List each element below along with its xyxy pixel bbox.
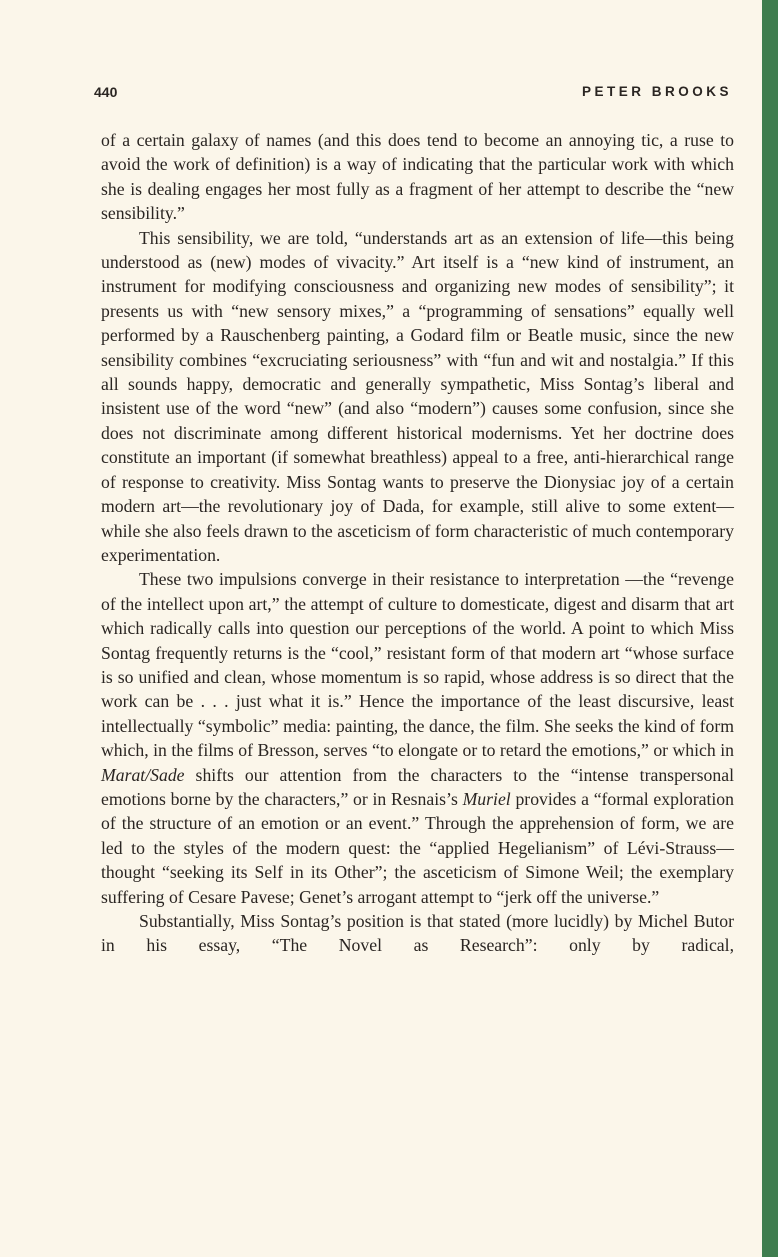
running-head: PETER BROOKS xyxy=(581,84,732,99)
page-header xyxy=(94,84,732,108)
paragraph-3-part-1: These two impulsions converge in their resistance to interpretation —the “revenge of the intellect upon art,” the attempt of culture to domesticate, digest and disarm that art which radically calls into question our perceptions of the world. A point to which Miss Sontag frequently returns is the “cool,” resistant form of that modern art “whose surface is so unified and clean, whose momentum is so rapid, whose address is so direct that the work can be . . . just what it is.” Hence the importance of the least discursive, least intellectually “symbolic” media: painting, the dance, the film. She seeks the kind of form which, in the films of Bresson, serves “to elongate or to retard the emotions,” or which in xyxy=(101,569,734,761)
paragraph-4: Substantially, Miss Sontag’s position is that stated (more lucidly) by Michel Butor in his essay, “The Novel as Research”: only by radical, xyxy=(101,911,734,956)
paragraph-3-part-2: shifts our attention from the characters to the “intense transpersonal emotions borne by the characters,” or in Resnais’s xyxy=(101,764,734,809)
title-marat-sade: Marat/Sade xyxy=(101,764,185,785)
paragraph-3-part-3: provides a “formal exploration of the structure of an emotion or an event.” Through the apprehension of form, we are led to the styles of the modern quest: the “applied Hegelianism” of Lévi-Strauss—thought “seeking its Self in its Other”; the asceticism of Simone Weil; the exemplary suffering of Cesare Pavese; Genet’s arrogant attempt to “jerk off the universe.” xyxy=(101,788,734,907)
paragraph-2: This sensibility, we are told, “understands art as an extension of life—this being understood as (new) modes of vivacity.” Art itself is a “new kind of instrument, an instrument for modifying consciousness and organizing new modes of sensibility”; it presents us with “new sensory mixes,” a “programming of sensations” equally well performed by a Rauschenberg painting, a Godard film or Beatle music, since the new sensibility combines “excruciating seriousness” with “fun and wit and nostalgia.” If this all sounds happy, democratic and generally sympathetic, Miss Sontag’s liberal and insistent use of the word “new” (and also “modern”) causes some confusion, since she does not discriminate among different historical modernisms. Yet her doctrine does constitute an important (if somewhat breathless) appeal to a free, anti-hierarchical range of response to creativity. Miss Sontag wants to preserve the Dionysiac joy of a certain modern art—the revolutionary joy of Dada, for example, still alive to some extent—while she also feels drawn to the asceticism of form characteristic of much contemporary experimentation. xyxy=(101,227,734,565)
body-text xyxy=(101,128,734,958)
page-number: 440 xyxy=(94,84,118,100)
paragraph-1: of a certain galaxy of names (and this does tend to become an annoying tic, a ruse to avoid the work of definition) is a way of indicating that the particular work with which she is dealing engages her most fully as a fragment of her attempt to describe the “new sensibility.” xyxy=(101,130,734,224)
paragraph-3 xyxy=(101,567,734,909)
title-muriel: Muriel xyxy=(462,788,511,809)
page-edge xyxy=(762,0,778,1257)
